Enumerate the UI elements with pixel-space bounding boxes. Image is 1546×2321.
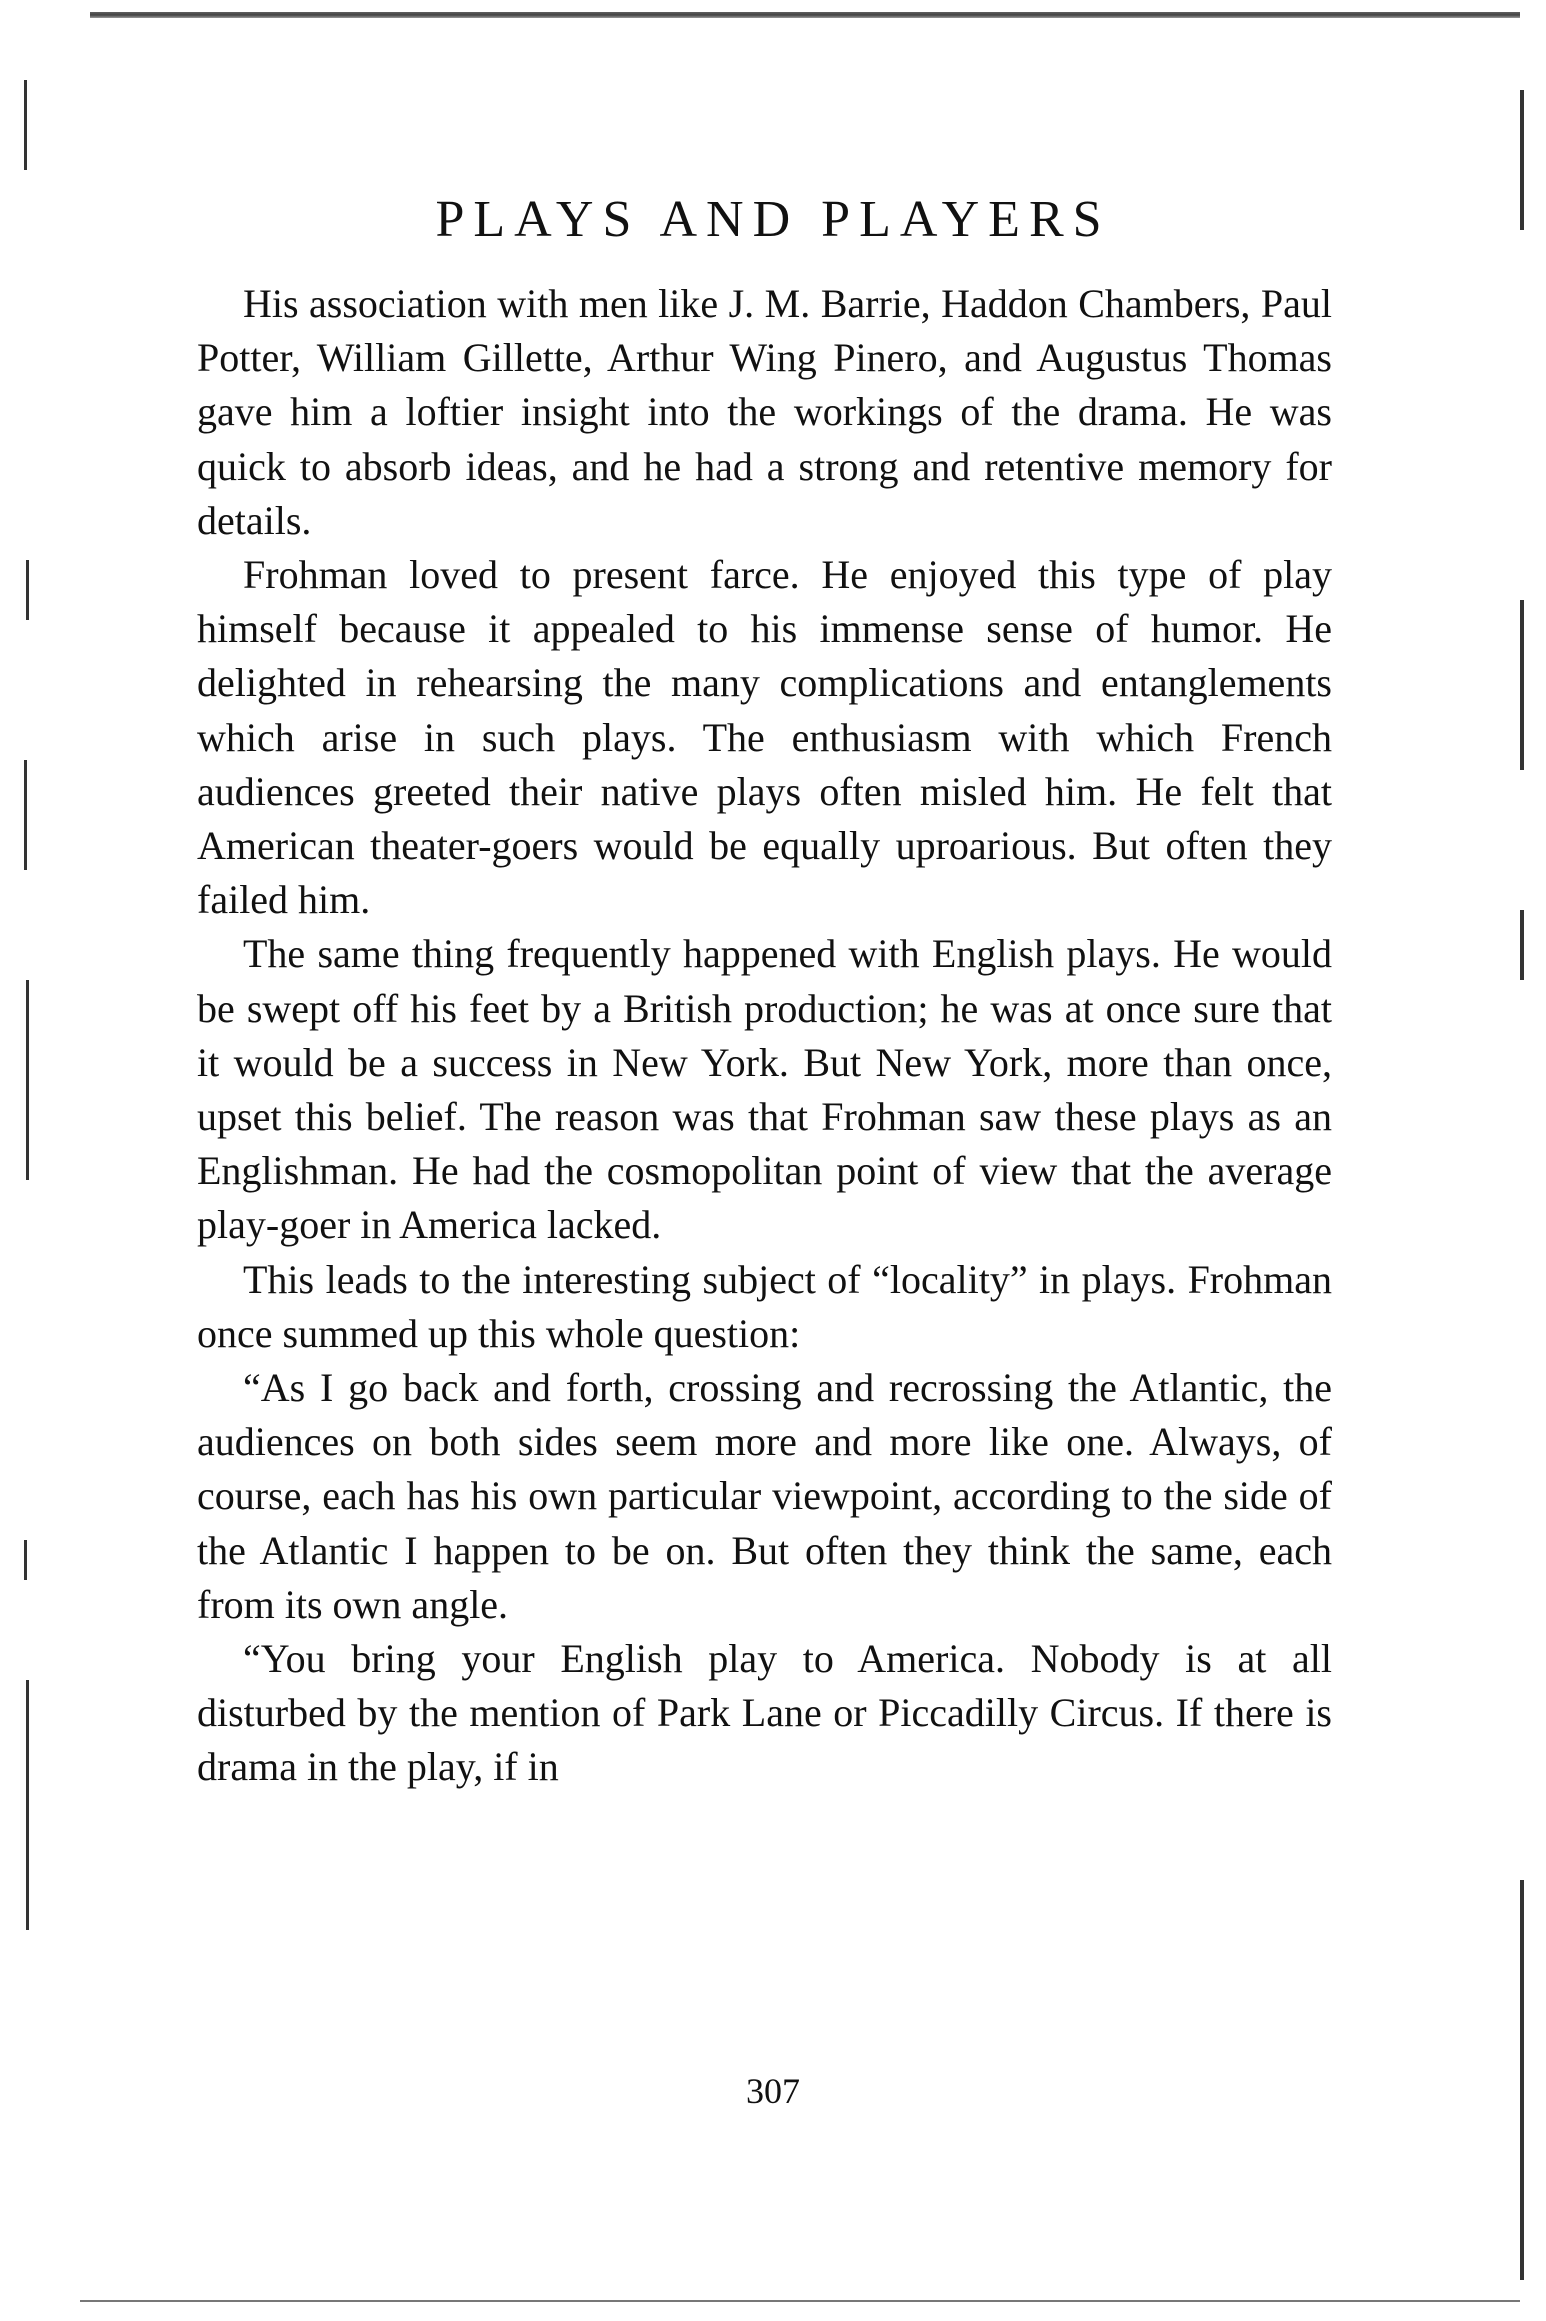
paragraph: “As I go back and forth, crossing and recrossing the Atlantic, the audiences on both sides seem more and more like one. Always, of course, each has his own particular viewpoint, according to the side of the Atlantic I happen to be on. But often they think the same, each from its own angle. (197, 1365, 1332, 1627)
page-number: 307 (746, 2071, 800, 2111)
bottom-edge-rule (80, 2300, 1520, 2302)
paragraph: “You bring your English play to America. Nobody is at all disturbed by the mention of Park Lane or Piccadilly Circus. If there is drama in the play, if in (197, 1636, 1332, 1790)
left-binding-edge (20, 60, 38, 2160)
paragraph: His association with men like J. M. Barrie, Haddon Chambers, Paul Potter, William Gillette, Arthur Wing Pinero, and Augustus Thomas gave him a loftier insight into the workings of the drama. He was quick to absorb ideas, and he had a strong and retentive memory for details. (197, 281, 1332, 543)
paragraph: Frohman loved to present farce. He enjoyed this type of play himself because it appealed to his immense sense of humor. He delighted in rehearsing the many complications and entanglements which arise in such plays. The enthusiasm with which French audiences greeted their native plays often misled him. He felt that American theater-goers would be equally uproarious. But often they failed him. (197, 552, 1332, 923)
top-edge-rule (90, 12, 1520, 18)
body-text (197, 277, 1332, 1795)
right-edge-mark (1520, 910, 1524, 980)
paragraph: The same thing frequently happened with English plays. He would be swept off his feet by a British production; he was at once sure that it would be a success in New York. But New York, more than once, upset this belief. The reason was that Frohman saw these plays as an Englishman. He had the cosmopolitan point of view that the average play-goer in America lacked. (197, 931, 1332, 1248)
right-edge-mark (1520, 600, 1524, 770)
running-head: PLAYS AND PLAYERS (435, 191, 1111, 248)
paragraph: This leads to the interesting subject of “locality” in plays. Frohman once summed up this whole question: (197, 1256, 1332, 1356)
